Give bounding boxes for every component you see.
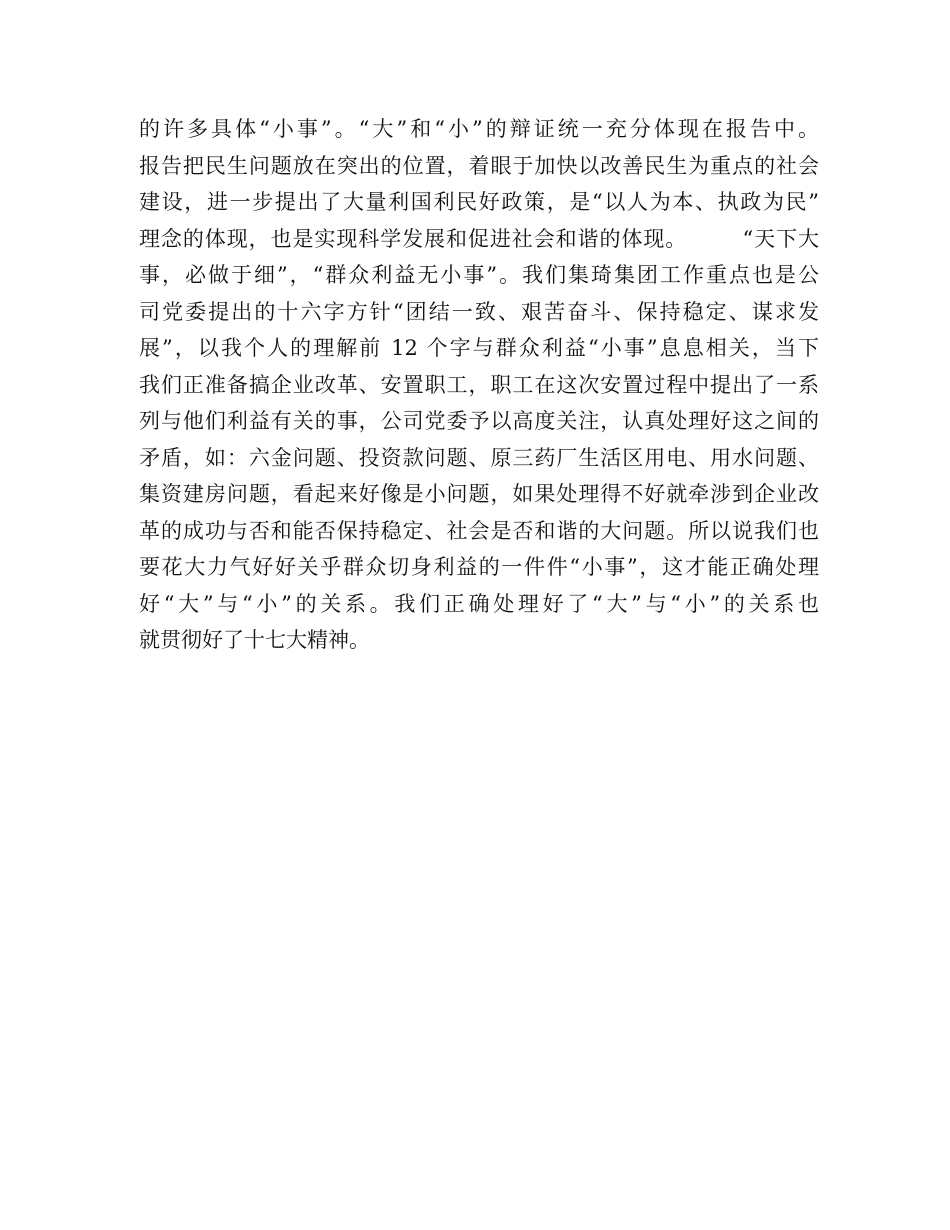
body-paragraph <box>139 111 819 659</box>
text-line: 革的成功与否和能否保持稳定、社会是否和谐的大问题。所以说我们也 <box>139 518 819 543</box>
text-line: 列与他们利益有关的事，公司党委予以高度关注，认真处理好这之间的 <box>139 409 819 433</box>
text-line: 矛盾，如：六金问题、投资款问题、原三药厂生活区用电、用水问题、 <box>139 445 819 470</box>
text-line: 理念的体现，也是实现科学发展和促进社会和谐的体现。 “天下大 <box>139 226 819 251</box>
text-line: 就贯彻好了十七大精神。 <box>139 628 370 652</box>
text-line: 建设，进一步提出了大量利国利民好政策，是“以人为本、执政为民” <box>139 190 819 214</box>
text-line: 集资建房问题，看起来好像是小问题，如果处理得不好就牵涉到企业改 <box>139 482 819 506</box>
text-line: 我们正准备搞企业改革、安置职工，职工在这次安置过程中提出了一系 <box>139 372 819 397</box>
text-line: 展”，以我个人的理解前 12 个字与群众利益“小事”息息相关，当下 <box>139 336 819 360</box>
text-line: 报告把民生问题放在突出的位置，着眼于加快以改善民生为重点的社会 <box>139 153 819 178</box>
text-line: 司党委提出的十六字方针“团结一致、艰苦奋斗、保持稳定、谋求发 <box>139 299 819 324</box>
text-line: 的许多具体“小事”。“大”和“小”的辩证统一充分体现在报告中。 <box>139 117 819 141</box>
text-line: 好“大”与“小”的关系。我们正确处理好了“大”与“小”的关系也 <box>139 591 819 616</box>
text-line: 事，必做于细”，“群众利益无小事”。我们集琦集团工作重点也是公 <box>139 263 819 287</box>
text-line: 要花大力气好好关乎群众切身利益的一件件“小事”，这才能正确处理 <box>139 555 819 579</box>
